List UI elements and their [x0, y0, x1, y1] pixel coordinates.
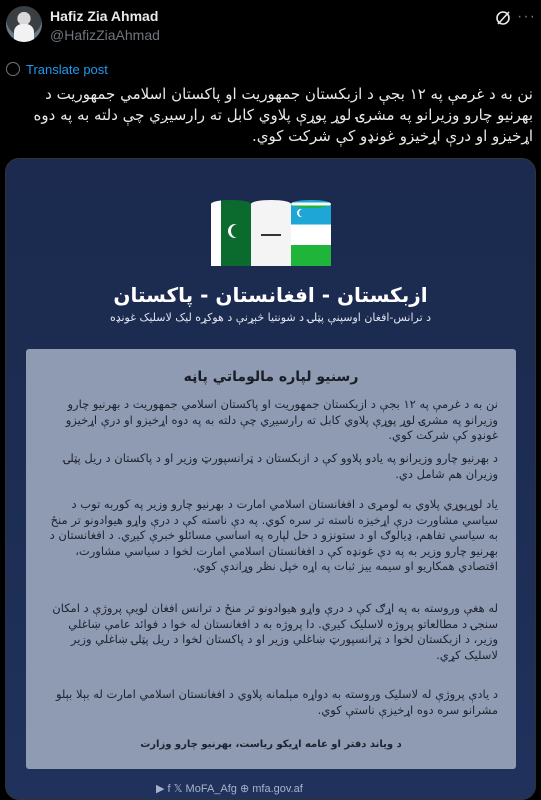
info-paragraph: د بهرنيو چارو وزيرانو په يادو پلاوو کې د ازبکستان د ټرانسپورټ وزير او د پاکستان د ريل پټلۍ وزيران هم شامل دي.: [63, 451, 498, 481]
info-paragraph: ياد لوړپوړي پلاوي به لومړی د افغانستان اسلامي امارت د بهرنيو چارو وزير په کوربه توب د سياسي مشاورت درې اړخيزه ناسته تر سره کوي. په دې ناسته کې د درې واړو هيوادونو تر منځ به سياسي تفاهم، ډيالوګ او د ستونزو د حل لپاره په اساسي مسائلو خبرې کيږي. د افغانستان د بهرنيو چارو وزير به په دې غونډه کې د افغانستان اسلامي امارت لخوا د سياسي مشاورت، اقتصادي همکاريو او سيمه ييز ثبات په اړه خپل نظر وړاندې کوي.: [49, 497, 498, 573]
signature: د وياند دفتر او عامه اړيکو رياست، بهرنيو چارو وزارت: [140, 739, 402, 750]
post-text: نن به د غرمې په ۱۲ بجې د ازبکستان جمهوريت او پاکستان اسلامي جمهوريت د بهرنيو چارو وزيرانو په مشرۍ لوړ پوړې پلاوي کابل ته رارسيږي چې دلته به په دوه اړخيزو او درې اړخيزو غونډو کې شرکت کوي.: [33, 85, 533, 145]
pakistan-flag-icon: [211, 204, 251, 266]
media-footer: ▶ f 𝕏 MoFA_Afg ⊕ mfa.gov.af: [156, 783, 303, 795]
info-paragraph: د يادې پروژې له لاسليک وروسته به دواړه مېلمانه پلاوي د افغانستان اسلامي امارت له بېلا بېلو مشرانو سره دوه اړخيزې ناستې کوي.: [55, 687, 498, 717]
translate-post-link[interactable]: [6, 62, 108, 77]
crescent-icon: [299, 209, 307, 217]
globe-icon: [6, 62, 20, 76]
grok-icon[interactable]: [495, 10, 511, 26]
translate-label: Translate post: [26, 62, 108, 77]
flags-graphic: [211, 204, 331, 269]
media-title: ازبکستان - افغانستان - پاکستان: [113, 283, 428, 307]
info-paragraph: له هغې وروسته به په اړګ کې د درې واړو هيوادونو تر منځ د ترانس افغان لويې پروژې د امکان سنجۍ د مطالعاتو پروژه لاسليک کيږي. دا پروژه به د افغانستان له خوا د فوائد عامې ښاغلي وزير، د ازبکستان لخوا د ټرانسپورټ ښاغلي وزير او د پاکستان لخوا د ريل پټلۍ ښاغلي وزير لاسليک کړي.: [52, 601, 498, 662]
uzbekistan-flag-icon: [291, 204, 331, 266]
info-box: [26, 349, 516, 769]
post-header: [0, 0, 541, 56]
info-paragraph: نن به د غرمې په ۱۲ بجې د ازبکستان جمهوريت او پاکستان اسلامي جمهوريت د بهرنيو چارو وزيرانو په مشرۍ لوړ پوړې پلاوي کابل ته رارسيږي چې دلته به په دوه اړخيزو او درې اړخيزو غونډو کې شرکت کوي.: [65, 397, 498, 442]
emblem-icon: [261, 226, 281, 236]
post-media-image[interactable]: [5, 158, 536, 800]
author-handle[interactable]: @HafizZiaAhmad: [50, 27, 160, 43]
avatar[interactable]: [6, 6, 42, 42]
author-name[interactable]: Hafiz Zia Ahmad: [50, 8, 159, 24]
media-subtitle: د ترانس-افغان اوسپنې پټلۍ د شونتيا څېړنې د هوکړه ليک لاسليک غونډه: [109, 311, 432, 324]
crescent-icon: [231, 224, 245, 238]
info-heading: رسنيو لپاره مالوماتي پاڼه: [183, 369, 359, 385]
more-icon[interactable]: ···: [517, 8, 536, 25]
